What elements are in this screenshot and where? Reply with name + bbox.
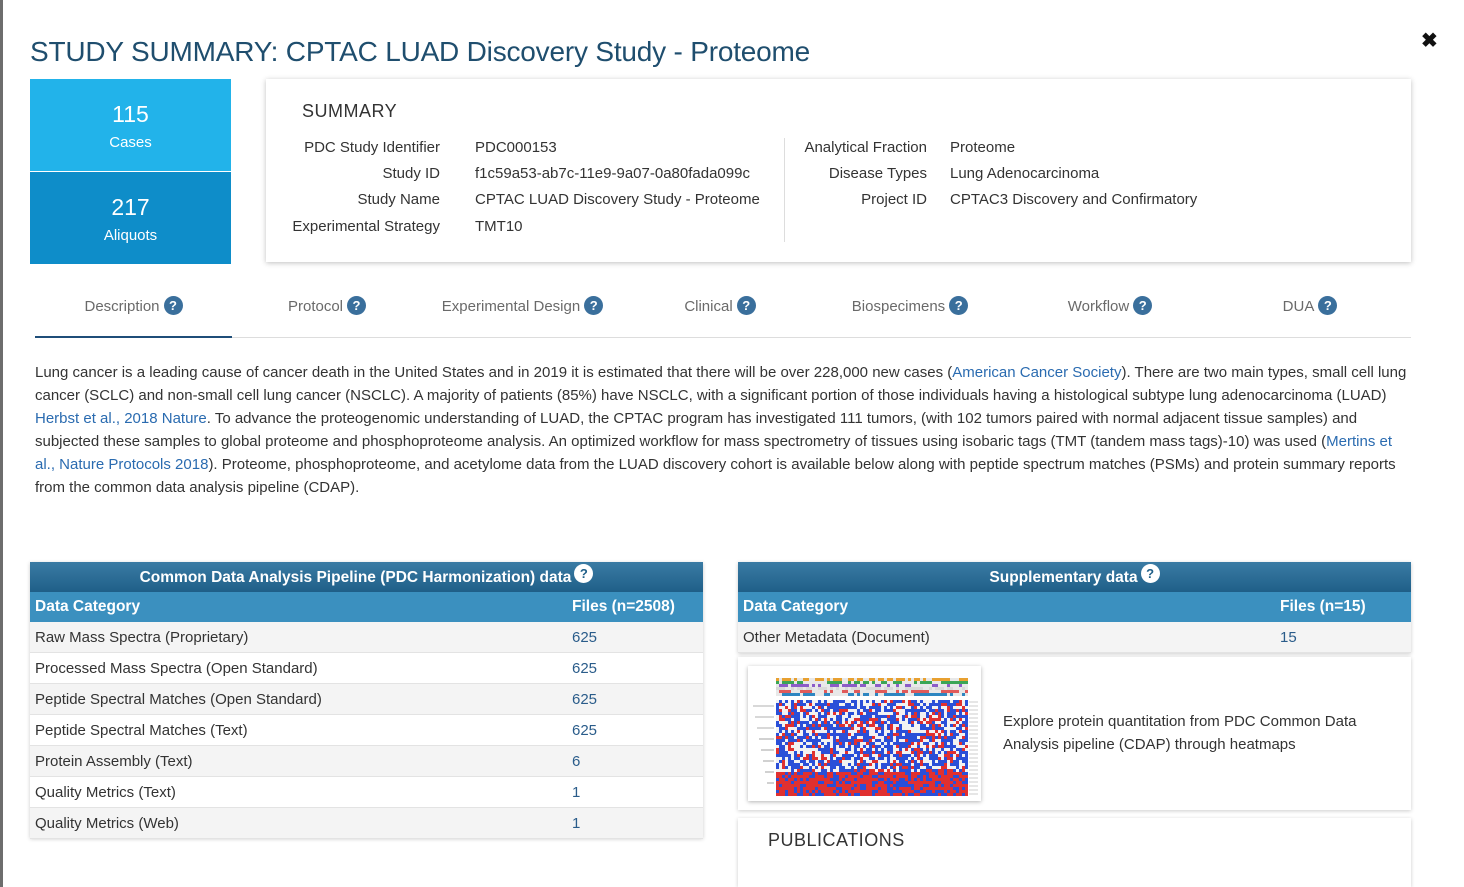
summary-value: f1c59a53-ab7c-11e9-9a07-0a80fada099c	[475, 165, 750, 182]
help-icon[interactable]: ?	[737, 296, 756, 315]
summary-key: Disease Types	[828, 165, 927, 182]
tab-label: Biospecimens	[851, 298, 946, 315]
help-icon[interactable]: ?	[949, 296, 968, 315]
tab-label: DUA	[1282, 298, 1315, 315]
aliquots-label: Aliquots	[103, 227, 158, 244]
help-icon[interactable]: ?	[164, 296, 183, 315]
tab-label: Protocol	[287, 298, 344, 315]
summary-heading: SUMMARY	[302, 101, 398, 121]
cases-count: 115	[112, 101, 149, 127]
row-files-link[interactable]: 1	[572, 784, 581, 801]
row-category: Protein Assembly (Text)	[35, 753, 193, 770]
summary-key: PDC Study Identifier	[304, 139, 440, 156]
help-icon[interactable]: ?	[1318, 296, 1337, 315]
help-icon[interactable]: ?	[347, 296, 366, 315]
summary-value: CPTAC3 Discovery and Confirmatory	[950, 191, 1198, 208]
summary-value: Lung Adenocarcinoma	[950, 165, 1100, 182]
publications-heading: PUBLICATIONS	[768, 830, 905, 850]
supplementary-table-title	[738, 562, 1411, 592]
summary-key: Study Name	[357, 191, 440, 208]
summary-value: Proteome	[950, 139, 1016, 156]
description-text: ). Proteome, phosphoproteome, and acetylome data from the LUAD discovery cohort is available below along with peptide spectrum matches (PSMs) and protein summary reports from the common data analysis pipeline (CDAP).	[35, 456, 1396, 496]
aliquots-count: 217	[111, 194, 150, 220]
help-icon[interactable]: ?	[574, 564, 593, 583]
summary-key: Project ID	[861, 191, 927, 208]
tab-protocol[interactable]	[262, 290, 392, 338]
tab-experimental-design[interactable]	[430, 290, 615, 338]
row-category: Other Metadata (Document)	[743, 629, 930, 646]
heatmap-description: Explore protein quantitation from PDC Common Data Analysis pipeline (CDAP) through heatmaps	[1003, 713, 1357, 753]
tab-bar	[35, 290, 1411, 338]
supplementary-column-header	[738, 592, 1411, 622]
window-edge	[0, 0, 3, 887]
description-text: . To advance the proteogenomic understanding of LUAD, the CPTAC program has investigated 111 tumors, (with 102 tumors paired with normal adjacent tissue samples) and subjected these samples to global proteome and phosphoproteome analysis. An optimized workflow for mass spectrometry of tissues using isobaric tags (TMT (tandem mass tags)-10) was used (	[35, 410, 1358, 450]
row-category: Quality Metrics (Web)	[35, 815, 179, 832]
row-files-link[interactable]: 625	[572, 660, 598, 677]
cdap-table	[30, 562, 703, 838]
help-icon[interactable]: ?	[1133, 296, 1152, 315]
column-data-category[interactable]: Data Category	[35, 598, 141, 615]
tab-label: Description	[84, 298, 160, 315]
close-icon[interactable]: ✖	[1421, 30, 1438, 52]
heatmap-thumbnail[interactable]	[748, 666, 981, 801]
summary-value: CPTAC LUAD Discovery Study - Proteome	[475, 191, 760, 208]
tab-clinical[interactable]	[655, 290, 785, 338]
tab-label: Experimental Design	[441, 298, 581, 315]
tab-biospecimens[interactable]	[835, 290, 985, 338]
row-category: Quality Metrics (Text)	[35, 784, 176, 801]
table-row	[30, 808, 703, 839]
row-category: Peptide Spectral Matches (Open Standard)	[35, 691, 322, 708]
study-description	[35, 361, 1411, 499]
cdap-table-title	[30, 562, 703, 592]
cdap-title-text: Common Data Analysis Pipeline (PDC Harmonization) data	[139, 569, 572, 586]
cdap-column-header	[30, 592, 703, 622]
tab-workflow[interactable]	[1045, 290, 1175, 338]
description-text: Lung cancer is a leading cause of cancer death in the United States and in 2019 it is estimated that there will be over 228,000 new cases (	[35, 364, 953, 381]
row-files-link[interactable]: 1	[572, 815, 581, 832]
table-row	[738, 622, 1411, 653]
summary-key: Experimental Strategy	[292, 218, 440, 235]
table-row	[30, 653, 703, 684]
heatmap-image	[748, 666, 981, 801]
summary-value: PDC000153	[475, 139, 557, 156]
description-text: ). There are two main types, small cell lung cancer (SCLC) and non-small cell lung cancer (NSCLC). A majority of patients (85%) have NSCLC, with a significant portion of those individuals having a histological subtype lung adenocarcinoma (LUAD)	[35, 364, 1407, 404]
table-row	[30, 777, 703, 808]
table-row	[30, 684, 703, 715]
supplementary-table	[738, 562, 1411, 653]
column-data-category[interactable]: Data Category	[743, 598, 849, 615]
summary-key: Study ID	[382, 165, 440, 182]
supplementary-title-text: Supplementary data	[989, 569, 1138, 586]
table-row	[30, 715, 703, 746]
tab-dua[interactable]	[1255, 290, 1365, 338]
column-files[interactable]: Files (n=2508)	[572, 598, 675, 615]
cases-stat[interactable]	[30, 79, 231, 171]
tab-label: Workflow	[1067, 298, 1130, 315]
row-category: Processed Mass Spectra (Open Standard)	[35, 660, 318, 677]
row-files-link[interactable]: 625	[572, 722, 598, 739]
summary-value: TMT10	[475, 218, 523, 235]
column-files[interactable]: Files (n=15)	[1280, 598, 1366, 615]
tab-label: Clinical	[684, 298, 733, 315]
tab-description[interactable]	[35, 290, 232, 338]
row-category: Raw Mass Spectra (Proprietary)	[35, 629, 249, 646]
row-files-link[interactable]: 625	[572, 629, 598, 646]
page-title: STUDY SUMMARY: CPTAC LUAD Discovery Study - Proteome	[30, 36, 811, 67]
american-cancer-society-link[interactable]: American Cancer Society	[952, 364, 1122, 381]
row-category: Peptide Spectral Matches (Text)	[35, 722, 248, 739]
herbst-2018-link[interactable]: Herbst et al., 2018 Nature	[35, 410, 207, 427]
publications-card	[738, 818, 1411, 887]
row-files-link[interactable]: 15	[1280, 629, 1297, 646]
summary-key: Analytical Fraction	[804, 139, 927, 156]
row-files-link[interactable]: 6	[572, 753, 581, 770]
table-row	[30, 622, 703, 653]
table-row	[30, 746, 703, 777]
help-icon[interactable]: ?	[1141, 564, 1160, 583]
aliquots-stat[interactable]	[30, 172, 231, 264]
mertins-2018-link[interactable]: Mertins et al., Nature Protocols 2018	[35, 433, 1393, 473]
help-icon[interactable]: ?	[584, 296, 603, 315]
cases-label: Cases	[109, 134, 152, 151]
row-files-link[interactable]: 625	[572, 691, 598, 708]
